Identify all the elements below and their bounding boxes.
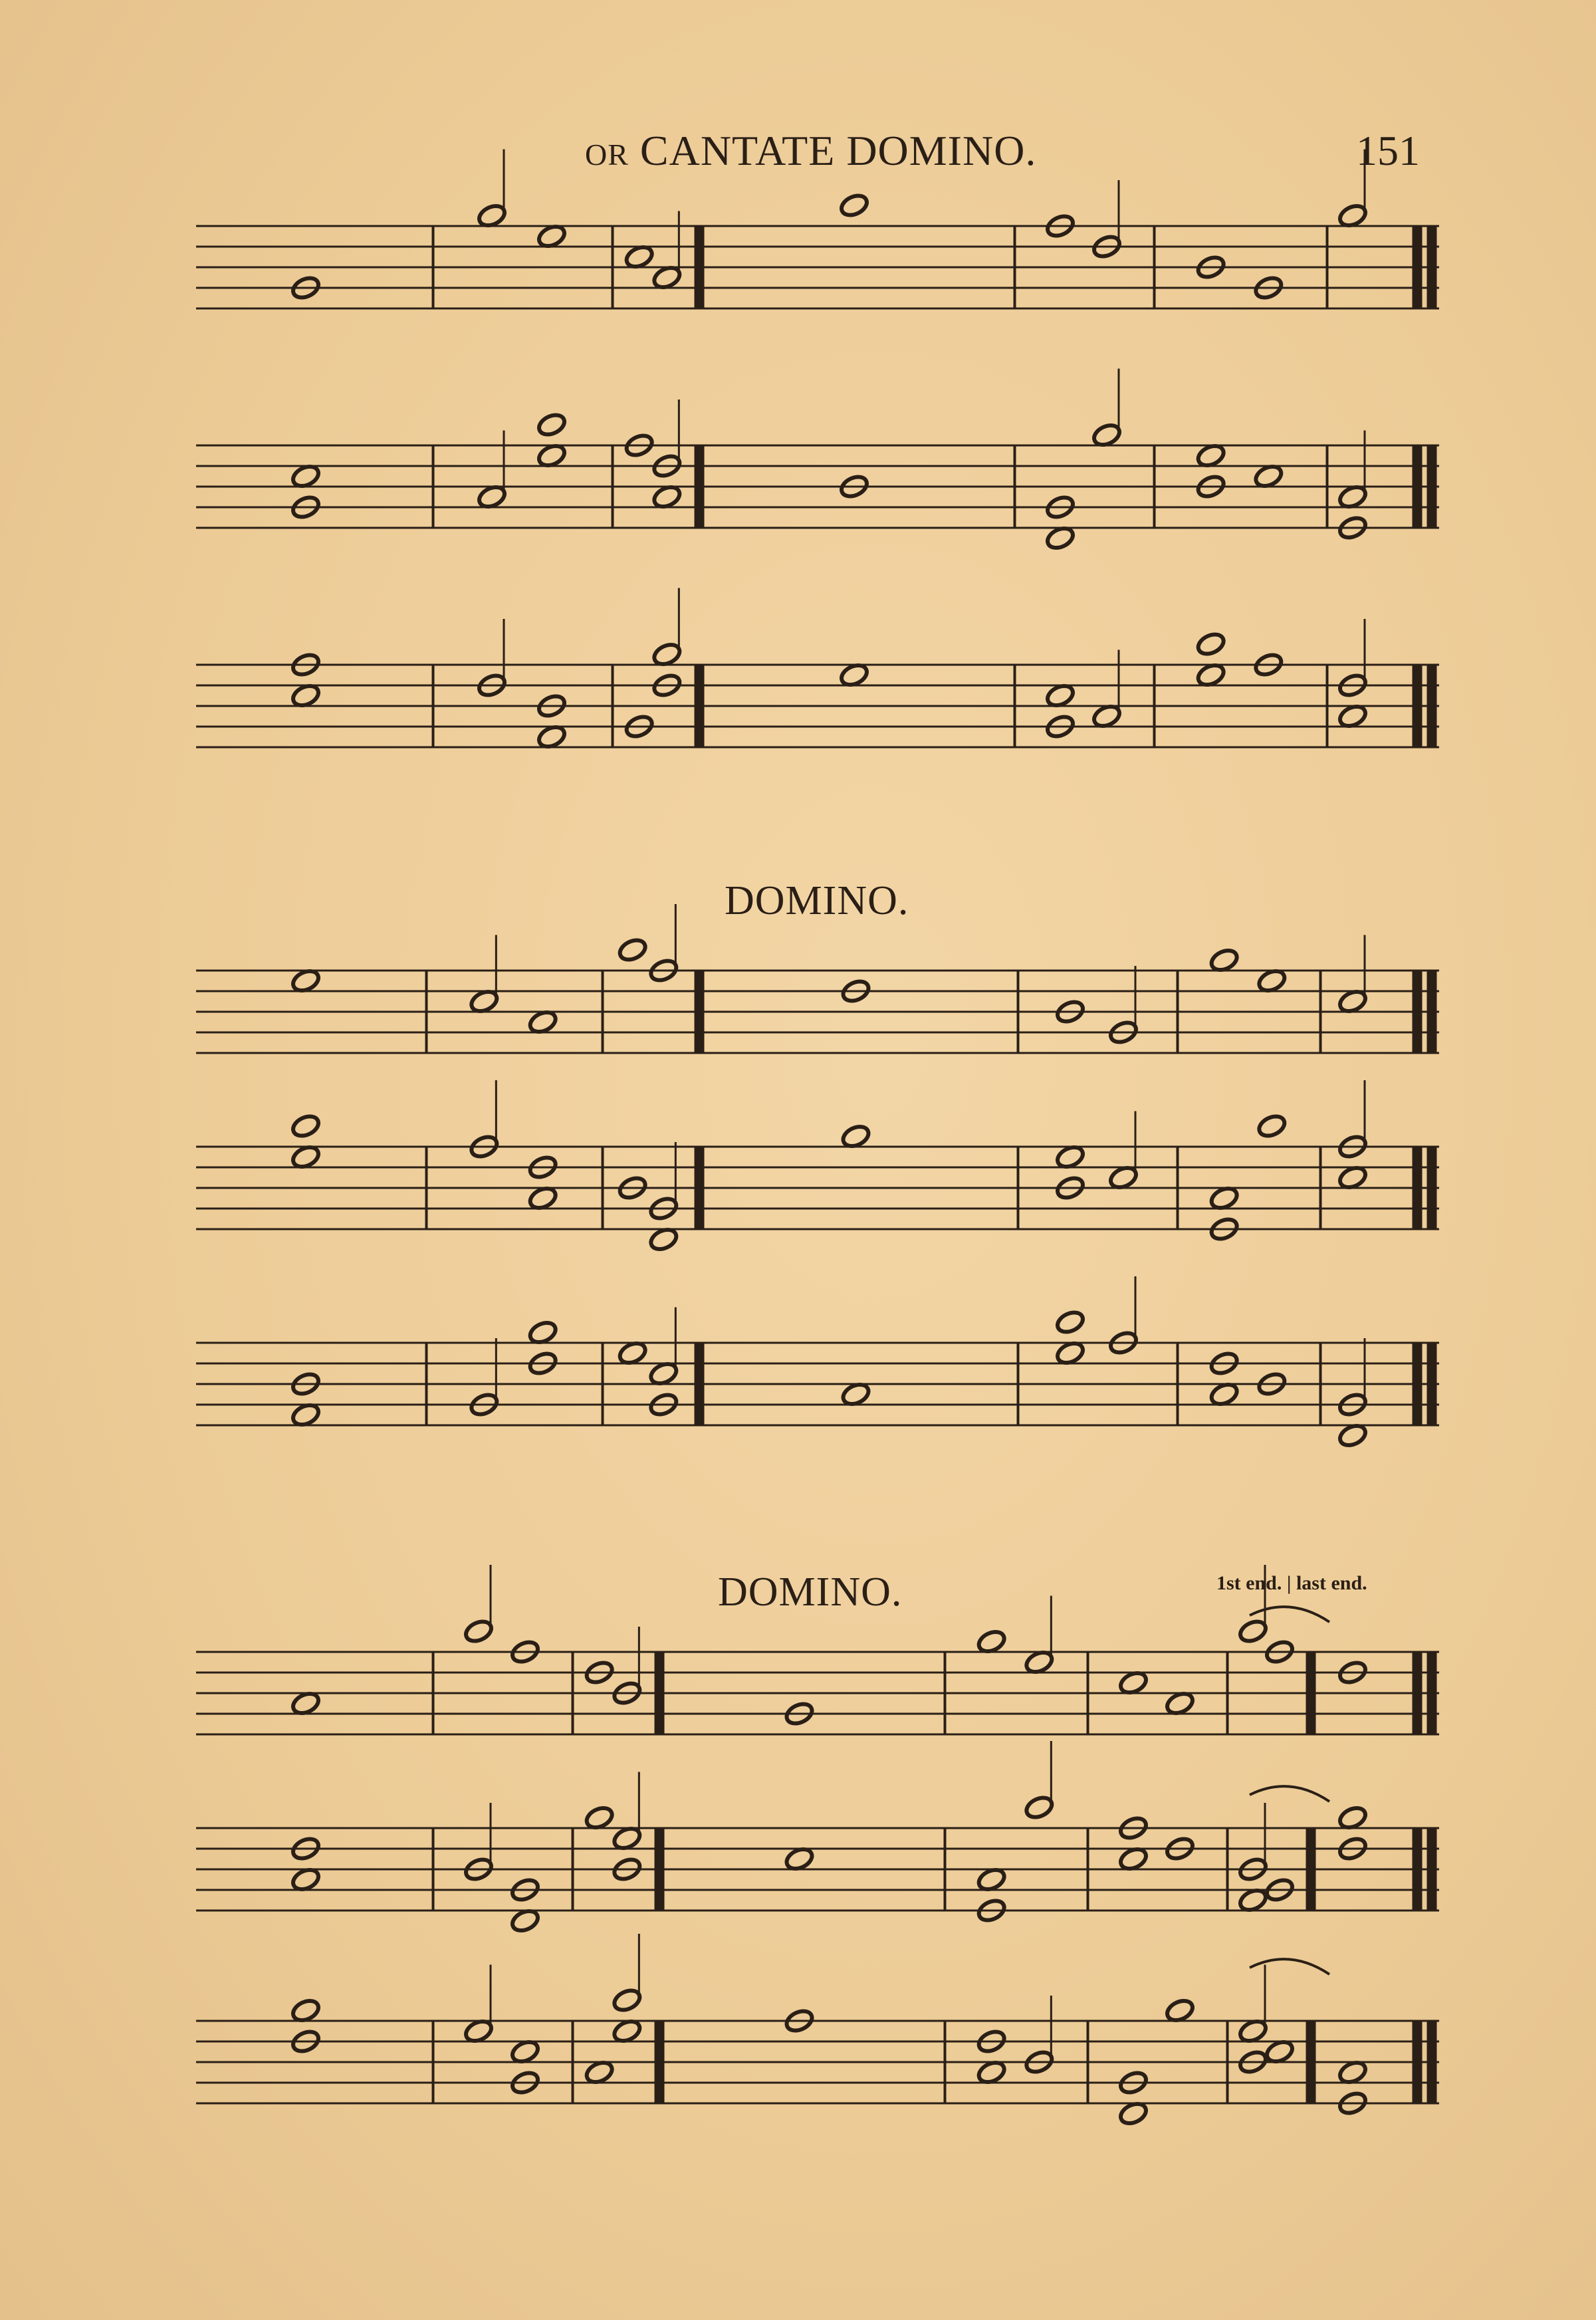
barline	[1014, 226, 1016, 308]
barline	[1017, 1147, 1019, 1229]
ending-label: 1st end. | last end.	[1216, 1572, 1367, 1594]
final-barline	[1413, 971, 1422, 1053]
barline	[695, 445, 704, 528]
barline	[1326, 226, 1328, 308]
barline	[425, 1147, 427, 1229]
barline	[1319, 1147, 1321, 1229]
barline	[425, 971, 427, 1053]
barline	[944, 1828, 946, 1911]
section-3-title: DOMINO.	[718, 1569, 903, 1615]
barline	[432, 445, 434, 528]
barline	[432, 1652, 434, 1734]
barline	[695, 665, 704, 747]
barline	[695, 226, 704, 308]
barline	[602, 1147, 604, 1229]
final-barline	[1413, 665, 1422, 747]
running-title-prefix: OR	[585, 138, 629, 172]
note-head	[1195, 631, 1226, 657]
note-head	[1054, 1309, 1085, 1335]
barline	[1153, 445, 1155, 528]
barline	[602, 1343, 604, 1425]
barline	[1153, 226, 1155, 308]
barline	[655, 1652, 664, 1734]
barline	[1087, 1828, 1089, 1911]
barline	[425, 1343, 427, 1425]
barline	[432, 1828, 434, 1911]
final-barline	[1413, 445, 1422, 528]
barline	[1014, 665, 1016, 747]
barline	[1153, 665, 1155, 747]
final-barline	[1427, 1343, 1436, 1425]
final-barline	[1427, 226, 1436, 308]
final-barline	[1413, 2021, 1422, 2103]
barline	[1177, 971, 1179, 1053]
barline	[432, 665, 434, 747]
final-barline	[1413, 1828, 1422, 1911]
slur	[1250, 1786, 1329, 1801]
final-barline	[1413, 1147, 1422, 1229]
page-number: 151	[1356, 127, 1420, 174]
barline	[655, 1828, 664, 1911]
barline	[1226, 2021, 1228, 2103]
barline	[695, 1147, 704, 1229]
barline	[602, 971, 604, 1053]
final-barline	[1427, 665, 1436, 747]
barline	[1306, 1652, 1315, 1734]
barline	[944, 2021, 946, 2103]
barline	[1014, 445, 1016, 528]
barline	[612, 226, 614, 308]
final-barline	[1427, 445, 1436, 528]
barline	[572, 1828, 574, 1911]
final-barline	[1427, 971, 1436, 1053]
note-head	[1256, 1113, 1288, 1139]
barline	[1226, 1828, 1228, 1911]
barline	[1087, 2021, 1089, 2103]
barline	[1087, 1652, 1089, 1734]
running-title-main: CANTATE DOMINO.	[639, 127, 1037, 174]
slur	[1250, 1959, 1329, 1974]
barline	[432, 226, 434, 308]
barline	[572, 2021, 574, 2103]
barline	[695, 971, 704, 1053]
barline	[1017, 1343, 1019, 1425]
barline	[1306, 2021, 1315, 2103]
final-barline	[1427, 1652, 1436, 1734]
barline	[1319, 971, 1321, 1053]
barline	[612, 665, 614, 747]
barline	[1326, 665, 1328, 747]
barline	[1319, 1343, 1321, 1425]
final-barline	[1427, 1828, 1436, 1911]
barline	[695, 1343, 704, 1425]
staff-lines	[196, 226, 1439, 2103]
barline	[1017, 971, 1019, 1053]
barline	[1226, 1652, 1228, 1734]
final-barline	[1413, 226, 1422, 308]
final-barline	[1427, 2021, 1436, 2103]
barline	[612, 445, 614, 528]
barline	[944, 1652, 946, 1734]
note-head	[617, 937, 648, 963]
barline	[655, 2021, 664, 2103]
barline	[1326, 445, 1328, 528]
barline	[1306, 1828, 1315, 1911]
barline	[1177, 1147, 1179, 1229]
note-head	[290, 1113, 321, 1139]
section-2-title: DOMINO.	[725, 878, 909, 923]
slur	[1250, 1607, 1329, 1622]
note-head	[838, 192, 869, 219]
final-barline	[1413, 1343, 1422, 1425]
final-barline	[1427, 1147, 1436, 1229]
barline	[572, 1652, 574, 1734]
final-barline	[1413, 1652, 1422, 1734]
barline	[432, 2021, 434, 2103]
barline	[1177, 1343, 1179, 1425]
note-head	[536, 411, 567, 438]
